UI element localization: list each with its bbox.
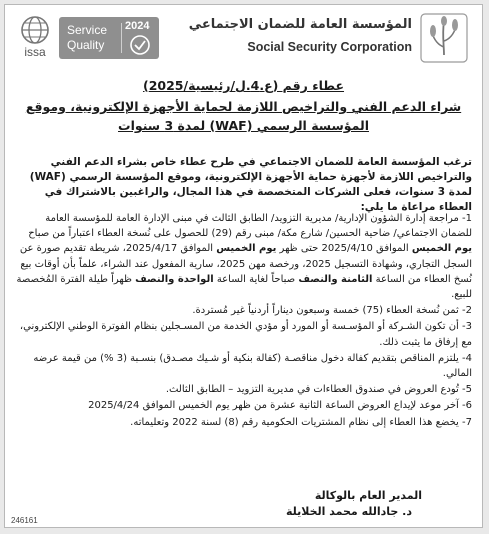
list-item: 3- أن تكون الشـركة أو المؤسـسة أو المورد أو مؤدي الخدمة من المسـجلين بنظام الفوترة الوطني الإلكتروني، مع إرفاق ما يثبت ذلك. (19, 321, 472, 348)
list-item: 2- ثمن نُسخة العطاء (75) خمسة وسبعون ديناراً أردنياً غير مُستردة. (192, 305, 472, 317)
item-bold: يوم الخميس (216, 243, 277, 255)
issa-label: issa (24, 45, 46, 59)
ad-code: 246161 (11, 516, 38, 525)
signatory-name: د. جادالله محمد الخلايلة (285, 505, 412, 518)
item-bold: يوم الخميس (411, 243, 472, 255)
org-name-english: Social Security Corporation (247, 40, 412, 54)
item-text: الموافق 2025/4/17، شريطة تقديم صورة عن السجل التجاري، وشهادة التسجيل 2025، ورخصة مهن 2025، سارية المفعول عند الشراء، علماً بأن أوقات بيع نُسخ العطاء من الساعة (19, 243, 472, 285)
check-icon (129, 34, 151, 56)
item-text: 1- مراجعة إدارة الشؤون الإدارية/ مديرية التزويد/ الطابق الثالث في مبنى الإدارة العامة للمؤسسة العامة للضمان الاجتماعي/ ضاحية الحسين/ شارع مكة/ مبنى رقم (29) للحصول على نُسخة العطاء اعتباراً من صباح (28, 213, 472, 240)
item-text: ظهراً طيلة الفترة المُخصصة للبيع. (16, 273, 472, 301)
tender-number: عطاء رقم (ع.4.ل/رئيسية/2025) (142, 78, 345, 93)
issa-logo (17, 15, 53, 63)
item-bold: الواحدة والنصف (135, 273, 214, 285)
ssc-logo-icon (420, 13, 468, 63)
requirements-list (15, 211, 472, 431)
list-item: 4- يلتزم المناقص بتقديم كفالة دخول مناقصـة (كفالة بنكية أو شـيك مصـدق) بنسـبة (3 %) من قيمة عرضه المالي. (33, 352, 472, 380)
announcement-page (4, 4, 483, 528)
list-item: 5- تُودع العروض في صندوق العطاءات في مديرية التزويد – الطابق الثالث. (165, 384, 472, 396)
tender-title: شراء الدعم الفني والتراخيص اللازمة لحماية الأجهزة الإلكترونية، وموقع المؤسسة الرسمي (WAF) لمدة 3 سنوات (25, 99, 462, 133)
org-name-arabic: المؤسسة العامة للضمان الاجتماعي (188, 17, 412, 32)
signatory-title: المدير العام بالوكالة (314, 489, 422, 502)
item-bold: الثامنة والنصف (298, 273, 373, 285)
badge-line-1: Service (67, 23, 108, 37)
globe-icon (20, 15, 50, 45)
list-item (15, 211, 472, 302)
badge-year: 2024 (125, 20, 150, 32)
item-text: الموافق 2025/4/10 حتى ظهر (276, 243, 412, 255)
header (5, 5, 482, 71)
badge-divider (121, 23, 122, 53)
list-item: 7- يخضع هذا العطاء إلى نظام المشتريات الحكومية رقم (8) لسنة 2022 وتعليماته. (130, 416, 472, 428)
badge-line-2: Quality (67, 38, 105, 52)
item-text: صباحاً لغاية الساعة (213, 273, 299, 285)
service-quality-badge (59, 17, 159, 59)
list-item: 6- آخر موعد لإيداع العروض الساعة الثانية عشرة من ظهر يوم الخميس الموافق 2025/4/24 (88, 400, 472, 412)
intro-paragraph: ترغب المؤسسة العامة للضمان الاجتماعي في طرح عطاء خاص بشراء الدعم الفني والتراخيص اللازمة لأجهزة حماية الأجهزة الإلكترونية، وموقع المؤسسة الرسمي (WAF) لمدة 3 سنوات، فعلى الشركات المتخصصة في هذا المجال، والراغبين بالاشتراك في العطاء مراعاة ما يلي: (29, 156, 472, 213)
